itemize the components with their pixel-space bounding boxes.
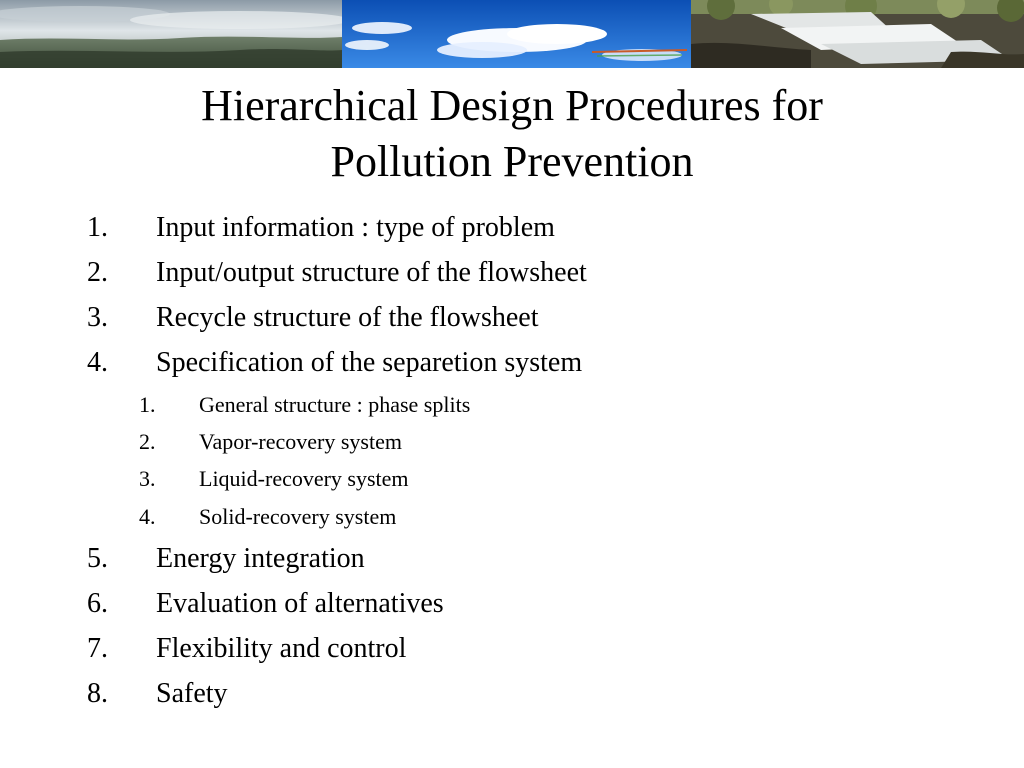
list-item bbox=[87, 301, 787, 335]
list-item-text: Input/output structure of the flowsheet bbox=[156, 257, 587, 288]
sub-list-item-text: Vapor-recovery system bbox=[199, 429, 402, 454]
slide-title-line-2: Pollution Prevention bbox=[330, 137, 694, 186]
list-item-text: Flexibility and control bbox=[156, 633, 407, 664]
list-item-number: 8. bbox=[87, 678, 108, 709]
list-item bbox=[87, 256, 787, 290]
sub-list-item bbox=[139, 503, 739, 531]
sub-list-item-text: Solid-recovery system bbox=[199, 504, 397, 529]
sub-list-item bbox=[139, 391, 739, 419]
list-item-text: Recycle structure of the flowsheet bbox=[156, 302, 539, 333]
sub-list-item-number: 4. bbox=[139, 504, 156, 529]
list-item-text: Evaluation of alternatives bbox=[156, 588, 444, 619]
list-item bbox=[87, 211, 787, 245]
list-item-number: 7. bbox=[87, 633, 108, 664]
sub-list-item bbox=[139, 465, 739, 493]
slide-title-line-1: Hierarchical Design Procedures for bbox=[201, 81, 823, 130]
list-item-number: 5. bbox=[87, 543, 108, 574]
list-item-text: Safety bbox=[156, 678, 228, 709]
sub-list-item-text: General structure : phase splits bbox=[199, 392, 471, 417]
list-item-number: 2. bbox=[87, 257, 108, 288]
list-item bbox=[87, 542, 787, 576]
list-item-text: Input information : type of problem bbox=[156, 212, 555, 243]
list-item-number: 1. bbox=[87, 212, 108, 243]
list-item-text: Specification of the separetion system bbox=[156, 347, 583, 378]
list-item-text: Energy integration bbox=[156, 543, 365, 574]
list-item bbox=[87, 346, 787, 380]
list-item bbox=[87, 632, 787, 666]
list-item-number: 3. bbox=[87, 302, 108, 333]
list-item-number: 4. bbox=[87, 347, 108, 378]
sub-list-item-number: 2. bbox=[139, 429, 156, 454]
sub-list-item-number: 3. bbox=[139, 466, 156, 491]
list-item-number: 6. bbox=[87, 588, 108, 619]
sub-list-item-text: Liquid-recovery system bbox=[199, 466, 409, 491]
list-item bbox=[87, 677, 787, 711]
list-item bbox=[87, 587, 787, 621]
sub-list-item bbox=[139, 428, 739, 456]
sub-list-item-number: 1. bbox=[139, 392, 156, 417]
